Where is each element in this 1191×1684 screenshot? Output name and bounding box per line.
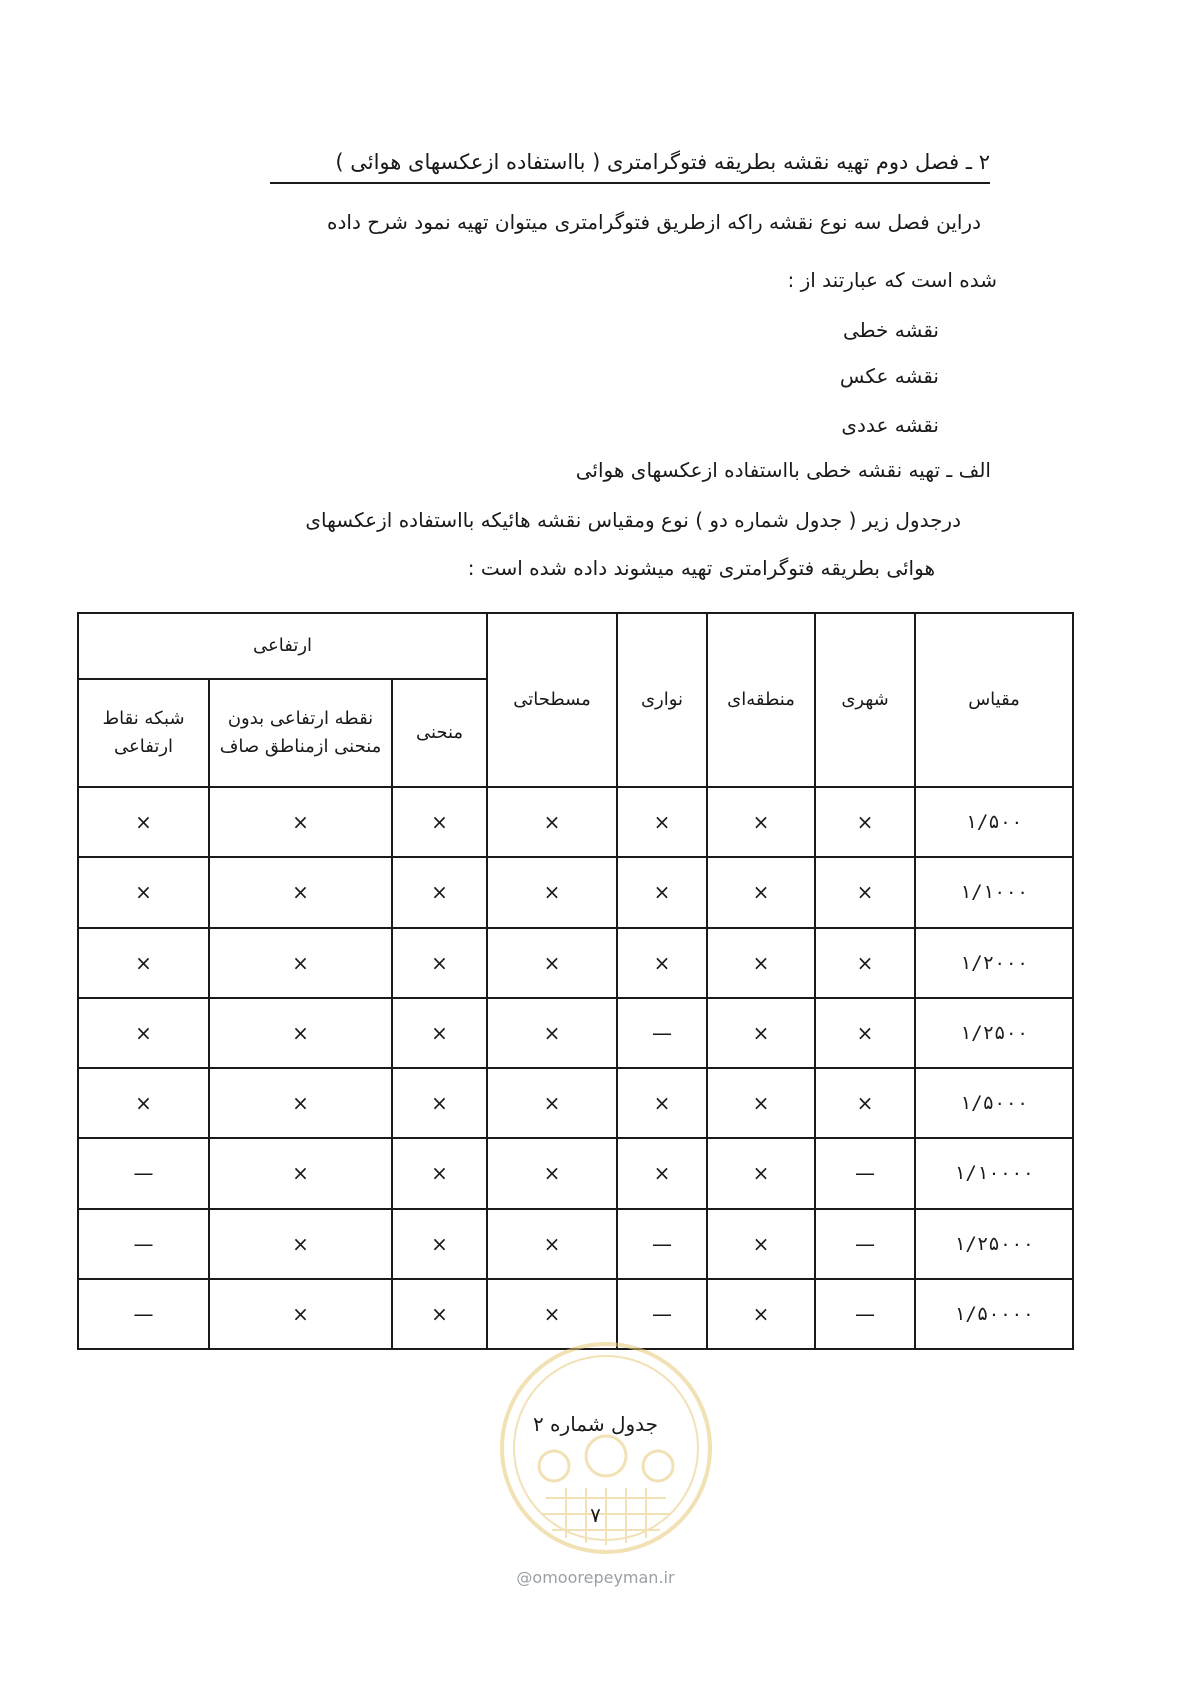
cell-scale: ۱/۱۰۰۰ bbox=[915, 857, 1073, 927]
cell-scale: ۱/۲۵۰۰ bbox=[915, 998, 1073, 1068]
header-grid-points: شبکه نقاط ارتفاعی bbox=[78, 679, 209, 787]
cell-regional: × bbox=[707, 787, 815, 857]
table-caption: جدول شماره ۲ bbox=[532, 1412, 659, 1436]
cell-strip: × bbox=[617, 1138, 707, 1208]
watermark-site: @omoorepeyman.ir bbox=[516, 1568, 675, 1587]
cell-strip: — bbox=[617, 1209, 707, 1279]
cell-curve: × bbox=[392, 998, 487, 1068]
cell-urban: × bbox=[815, 998, 915, 1068]
cell-strip: × bbox=[617, 857, 707, 927]
cell-grid-points: — bbox=[78, 1138, 209, 1208]
cell-scale: ۱/۵۰۰ bbox=[915, 787, 1073, 857]
cell-scale: ۱/۲۵۰۰۰ bbox=[915, 1209, 1073, 1279]
cell-strip: — bbox=[617, 1279, 707, 1349]
cell-regional: × bbox=[707, 857, 815, 927]
cell-spot-heights: × bbox=[209, 1068, 392, 1138]
cell-grid-points: × bbox=[78, 928, 209, 998]
cell-surveying: × bbox=[487, 1138, 617, 1208]
list-item-photo-map: نقشه عکس bbox=[839, 364, 939, 388]
cell-spot-heights: × bbox=[209, 787, 392, 857]
header-elevation: ارتفاعی bbox=[78, 613, 487, 679]
cell-surveying: × bbox=[487, 998, 617, 1068]
cell-scale: ۱/۵۰۰۰۰ bbox=[915, 1279, 1073, 1349]
cell-regional: × bbox=[707, 1209, 815, 1279]
cell-grid-points: — bbox=[78, 1209, 209, 1279]
cell-curve: × bbox=[392, 1068, 487, 1138]
cell-strip: × bbox=[617, 928, 707, 998]
cell-strip: × bbox=[617, 1068, 707, 1138]
cell-scale: ۱/۲۰۰۰ bbox=[915, 928, 1073, 998]
header-urban: شهری bbox=[815, 613, 915, 787]
cell-spot-heights: × bbox=[209, 1279, 392, 1349]
table-intro-line-1: درجدول زیر ( جدول شماره دو ) نوع ومقیاس نقشه هائیکه بااستفاده ازعکسهای bbox=[305, 508, 961, 532]
cell-spot-heights: × bbox=[209, 998, 392, 1068]
map-scale-table bbox=[77, 612, 1074, 1350]
cell-regional: × bbox=[707, 1068, 815, 1138]
cell-strip: × bbox=[617, 787, 707, 857]
chapter-heading bbox=[270, 140, 990, 184]
cell-grid-points: × bbox=[78, 787, 209, 857]
cell-urban: × bbox=[815, 1068, 915, 1138]
page-number: ۷ bbox=[590, 1503, 601, 1527]
cell-curve: × bbox=[392, 1279, 487, 1349]
table-row bbox=[78, 1138, 1073, 1208]
table-row bbox=[78, 998, 1073, 1068]
table-row bbox=[78, 928, 1073, 998]
cell-curve: × bbox=[392, 928, 487, 998]
table-intro-line-2: هوائی بطریقه فتوگرامتری تهیه میشوند داده شده است : bbox=[467, 556, 935, 580]
cell-curve: × bbox=[392, 857, 487, 927]
cell-regional: × bbox=[707, 1138, 815, 1208]
cell-regional: × bbox=[707, 998, 815, 1068]
header-spot-heights: نقطه ارتفاعی بدون منحنی ازمناطق صاف bbox=[209, 679, 392, 787]
cell-strip: — bbox=[617, 998, 707, 1068]
header-curve: منحنی bbox=[392, 679, 487, 787]
heading-underline bbox=[270, 182, 990, 184]
intro-paragraph-line-2: شده است که عبارتند از : bbox=[787, 268, 997, 292]
cell-surveying: × bbox=[487, 1279, 617, 1349]
cell-spot-heights: × bbox=[209, 1138, 392, 1208]
list-item-line-map: نقشه خطی bbox=[842, 318, 939, 342]
table-row bbox=[78, 787, 1073, 857]
cell-spot-heights: × bbox=[209, 1209, 392, 1279]
header-surveying: مسطحاتی bbox=[487, 613, 617, 787]
cell-curve: × bbox=[392, 1138, 487, 1208]
cell-surveying: × bbox=[487, 1068, 617, 1138]
cell-urban: — bbox=[815, 1209, 915, 1279]
cell-spot-heights: × bbox=[209, 928, 392, 998]
cell-grid-points: × bbox=[78, 998, 209, 1068]
cell-surveying: × bbox=[487, 1209, 617, 1279]
cell-scale: ۱/۵۰۰۰ bbox=[915, 1068, 1073, 1138]
header-strip: نواری bbox=[617, 613, 707, 787]
cell-scale: ۱/۱۰۰۰۰ bbox=[915, 1138, 1073, 1208]
table-row bbox=[78, 1068, 1073, 1138]
cell-curve: × bbox=[392, 787, 487, 857]
cell-spot-heights: × bbox=[209, 857, 392, 927]
table-row bbox=[78, 1209, 1073, 1279]
cell-urban: × bbox=[815, 787, 915, 857]
cell-grid-points: — bbox=[78, 1279, 209, 1349]
cell-urban: — bbox=[815, 1138, 915, 1208]
cell-regional: × bbox=[707, 928, 815, 998]
cell-urban: × bbox=[815, 928, 915, 998]
chapter-heading-text: ۲ ـ فصل دوم تهیه نقشه بطریقه فتوگرامتری ( بااستفاده ازعکسهای هوائی ) bbox=[335, 150, 990, 174]
cell-surveying: × bbox=[487, 787, 617, 857]
header-scale: مقیاس bbox=[915, 613, 1073, 787]
cell-curve: × bbox=[392, 1209, 487, 1279]
cell-surveying: × bbox=[487, 857, 617, 927]
section-a-title: الف ـ تهیه نقشه خطی بااستفاده ازعکسهای هوائی bbox=[575, 458, 991, 482]
cell-surveying: × bbox=[487, 928, 617, 998]
cell-grid-points: × bbox=[78, 857, 209, 927]
cell-regional: × bbox=[707, 1279, 815, 1349]
table-row bbox=[78, 857, 1073, 927]
cell-urban: — bbox=[815, 1279, 915, 1349]
intro-paragraph-line-1: دراین فصل سه نوع نقشه راکه ازطریق فتوگرامتری میتوان تهیه نمود شرح داده bbox=[327, 210, 981, 234]
header-regional: منطقه‌ای bbox=[707, 613, 815, 787]
cell-urban: × bbox=[815, 857, 915, 927]
cell-grid-points: × bbox=[78, 1068, 209, 1138]
list-item-digital-map: نقشه عددی bbox=[841, 413, 939, 437]
